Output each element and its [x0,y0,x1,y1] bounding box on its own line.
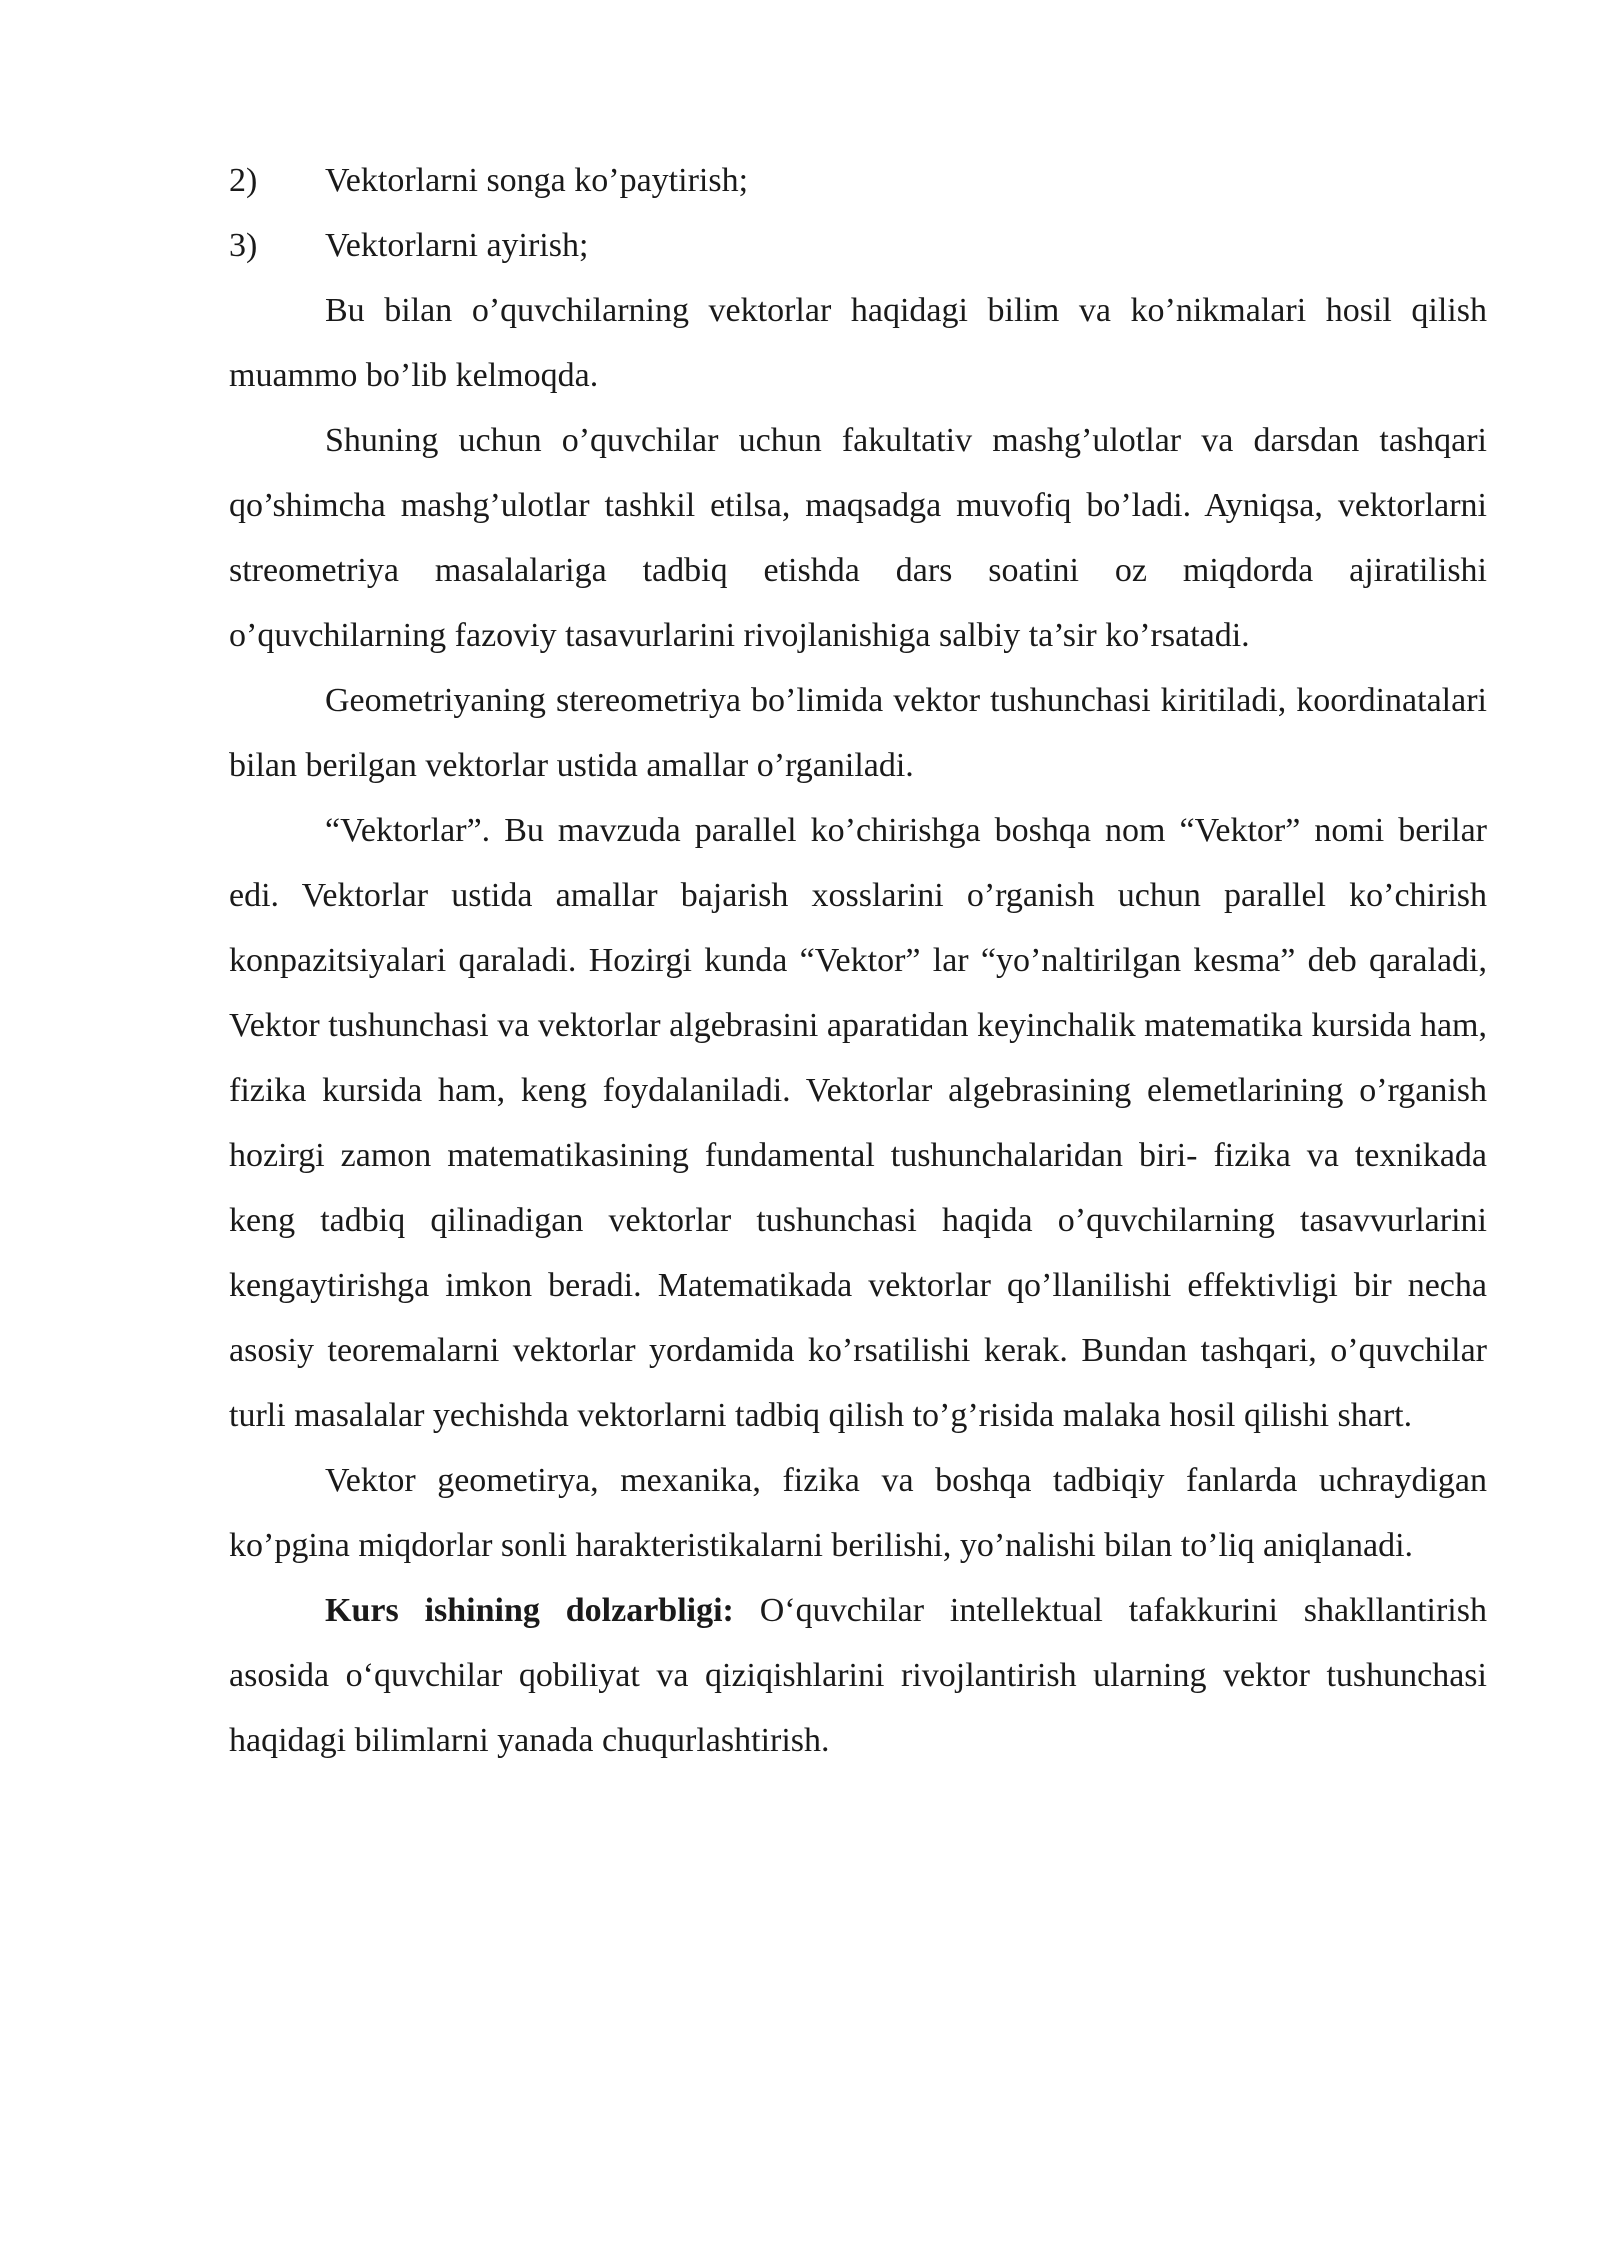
relevance-heading: Kurs ishining dolzarbligi: [325,1592,734,1629]
paragraph: Shuning uchun o’quvchilar uchun fakultativ mashg’ulotlar va darsdan tashqari qo’shimcha mashg’ulotlar tashkil etilsa, maqsadga muvofiq bo’ladi. Ayniqsa, vektorlarni streometriya masalalariga tadbiq etishda dars soatini oz miqdorda ajiratilishi o’quvchilarning fazoviy tasavurlarini rivojlanishiga salbiy ta’sir ko’rsatadi. [229,422,1487,654]
list-number: 2) [229,162,258,199]
paragraph: Vektor geometirya, mexanika, fizika va boshqa tadbiqiy fanlarda uchraydigan ko’pgina miqdorlar sonli harakteristikalarni berilishi, yo’nalishi bilan to’liq aniqlanadi. [229,1462,1487,1564]
list-item [229,213,1487,278]
list-text: Vektorlarni ayirish; [325,227,589,264]
paragraph: Geometriyaning stereometriya bo’limida vektor tushunchasi kiritiladi, koordinatalari bilan berilgan vektorlar ustida amallar o’rganiladi. [229,682,1487,784]
paragraph: Bu bilan o’quvchilarning vektorlar haqidagi bilim va ko’nikmalari hosil qilish muammo bo’lib kelmoqda. [229,292,1487,394]
list-text: Vektorlarni songa ko’paytirish; [325,162,749,199]
relevance-text: O‘quvchilar intellektual tafakkurini shakllantirish asosida o‘quvchilar qobiliyat va qiziqishlarini rivojlantirish ularning vektor tushunchasi haqidagi bilimlarni yanada chuqurlashtirish. [229,1592,1487,1759]
document-page [229,148,1487,1773]
list-item [229,148,1487,213]
paragraph: “Vektorlar”. Bu mavzuda parallel ko’chirishga boshqa nom “Vektor” nomi berilar edi. Vektorlar ustida amallar bajarish xosslarini o’rganish uchun parallel ko’chirish konpazitsiyalari qaraladi. Hozirgi kunda “Vektor” lar “yo’naltirilgan kesma” deb qaraladi, Vektor tushunchasi va vektorlar algebrasini aparatidan keyinchalik matematika kursida ham, fizika kursida ham, keng foydalaniladi. Vektorlar algebrasining elemetlarining o’rganish hozirgi zamon matematikasining fundamental tushunchalaridan biri- fizika va texnikada keng tadbiq qilinadigan vektorlar tushunchasi haqida o’quvchilarning tasavvurlarini kengaytirishga imkon beradi. Matematikada vektorlar qo’llanilishi effektivligi bir necha asosiy teoremalarni vektorlar yordamida ko’rsatilishi kerak. Bundan tashqari, o’quvchilar turli masalalar yechishda vektorlarni tadbiq qilish to’g’risida malaka hosil qilishi shart. [229,812,1487,1434]
list-number: 3) [229,227,258,264]
relevance-paragraph [229,1578,1487,1773]
